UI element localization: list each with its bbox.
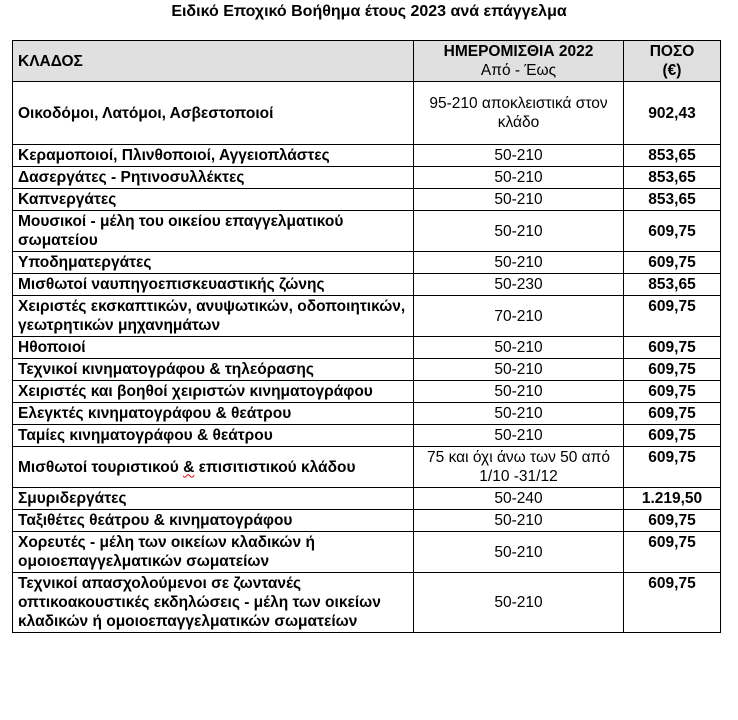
sector-cell: Καπνεργάτες [13, 189, 414, 211]
amount-cell: 1.219,50 [624, 488, 721, 510]
table-row [13, 296, 721, 337]
table-row [13, 403, 721, 425]
amount-cell: 609,75 [624, 296, 721, 337]
sector-cell: Ταμίες κινηματογράφου & θεάτρου [13, 425, 414, 447]
header-amount-unit: (€) [662, 62, 682, 79]
sector-cell: Οικοδόμοι, Λατόμοι, Ασβεστοποιοί [13, 82, 414, 145]
amount-cell: 853,65 [624, 189, 721, 211]
days-cell: 50-210 [414, 425, 624, 447]
days-cell: 70-210 [414, 296, 624, 337]
table-row [13, 510, 721, 532]
table-row [13, 189, 721, 211]
sector-cell: Ταξιθέτες θεάτρου & κινηματογράφου [13, 510, 414, 532]
sector-cell: Μουσικοί - μέλη του οικείου επαγγελματικού σωματείου [13, 211, 414, 252]
table-row [13, 532, 721, 573]
header-days [414, 41, 624, 82]
table-row [13, 573, 721, 633]
amount-cell: 609,75 [624, 403, 721, 425]
amount-cell: 609,75 [624, 359, 721, 381]
amount-cell: 609,75 [624, 425, 721, 447]
days-cell: 50-210 [414, 167, 624, 189]
days-cell: 50-210 [414, 145, 624, 167]
sector-cell: Χειριστές εκσκαπτικών, ανυψωτικών, οδοποιητικών, γεωτρητικών μηχανημάτων [13, 296, 414, 337]
days-cell: 75 και όχι άνω των 50 από 1/10 -31/12 [414, 447, 624, 488]
sector-cell: Τεχνικοί απασχολούμενοι σε ζωντανές οπτικοακουστικές εκδηλώσεις - μέλη των οικείων κλαδικών ή ομοιοεπαγγελματικών σωματείων [13, 573, 414, 633]
header-days-sub: Από - Έως [480, 62, 557, 79]
days-cell: 50-230 [414, 274, 624, 296]
days-cell: 50-210 [414, 189, 624, 211]
table-row [13, 252, 721, 274]
days-cell: 50-240 [414, 488, 624, 510]
days-cell: 50-210 [414, 510, 624, 532]
sector-cell: Υποδηματεργάτες [13, 252, 414, 274]
table-row [13, 425, 721, 447]
amount-cell: 609,75 [624, 573, 721, 633]
amount-cell: 853,65 [624, 274, 721, 296]
amount-cell: 609,75 [624, 532, 721, 573]
table-header-row [13, 41, 721, 82]
days-cell: 95-210 αποκλειστικά στον κλάδο [414, 82, 624, 145]
sector-cell: Κεραμοποιοί, Πλινθοποιοί, Αγγειοπλάστες [13, 145, 414, 167]
table-row [13, 167, 721, 189]
amount-cell: 609,75 [624, 447, 721, 488]
header-sector: ΚΛΑΔΟΣ [13, 41, 414, 82]
sector-cell: Χειριστές και βοηθοί χειριστών κινηματογράφου [13, 381, 414, 403]
amount-cell: 609,75 [624, 252, 721, 274]
allowance-table [12, 40, 721, 633]
sector-cell: Τεχνικοί κινηματογράφου & τηλεόρασης [13, 359, 414, 381]
header-amount-label: ΠΟΣΟ [649, 43, 695, 60]
days-cell: 50-210 [414, 252, 624, 274]
amount-cell: 609,75 [624, 337, 721, 359]
sector-cell [13, 447, 414, 488]
sector-cell: Δασεργάτες - Ρητινοσυλλέκτες [13, 167, 414, 189]
table-row [13, 337, 721, 359]
table-row [13, 381, 721, 403]
days-cell: 50-210 [414, 532, 624, 573]
sector-cell: Σμυριδεργάτες [13, 488, 414, 510]
spellcheck-underline: & [183, 458, 195, 476]
amount-cell: 609,75 [624, 211, 721, 252]
table-row [13, 488, 721, 510]
table-row [13, 145, 721, 167]
amount-cell: 902,43 [624, 82, 721, 145]
days-cell: 50-210 [414, 573, 624, 633]
days-cell: 50-210 [414, 381, 624, 403]
table-row [13, 82, 721, 145]
sector-cell: Χορευτές - μέλη των οικείων κλαδικών ή ομοιοεπαγγελματικών σωματείων [13, 532, 414, 573]
sector-cell: Ηθοποιοί [13, 337, 414, 359]
page-title: Ειδικό Εποχικό Βοήθημα έτους 2023 ανά επάγγελμα [171, 3, 567, 20]
days-cell: 50-210 [414, 337, 624, 359]
sector-cell: Μισθωτοί ναυπηγοεπισκευαστικής ζώνης [13, 274, 414, 296]
amount-cell: 853,65 [624, 167, 721, 189]
sector-text: Μισθωτοί τουριστικού & επισιτιστικού κλάδου [18, 458, 356, 476]
header-days-label: ΗΜΕΡΟΜΙΣΘΙΑ 2022 [443, 43, 594, 60]
days-cell: 50-210 [414, 211, 624, 252]
table-row [13, 211, 721, 252]
header-amount [624, 41, 721, 82]
days-cell: 50-210 [414, 359, 624, 381]
amount-cell: 609,75 [624, 510, 721, 532]
days-cell: 50-210 [414, 403, 624, 425]
table-row [13, 274, 721, 296]
amount-cell: 609,75 [624, 381, 721, 403]
amount-cell: 853,65 [624, 145, 721, 167]
sector-cell: Ελεγκτές κινηματογράφου & θεάτρου [13, 403, 414, 425]
table-row [13, 447, 721, 488]
table-row [13, 359, 721, 381]
